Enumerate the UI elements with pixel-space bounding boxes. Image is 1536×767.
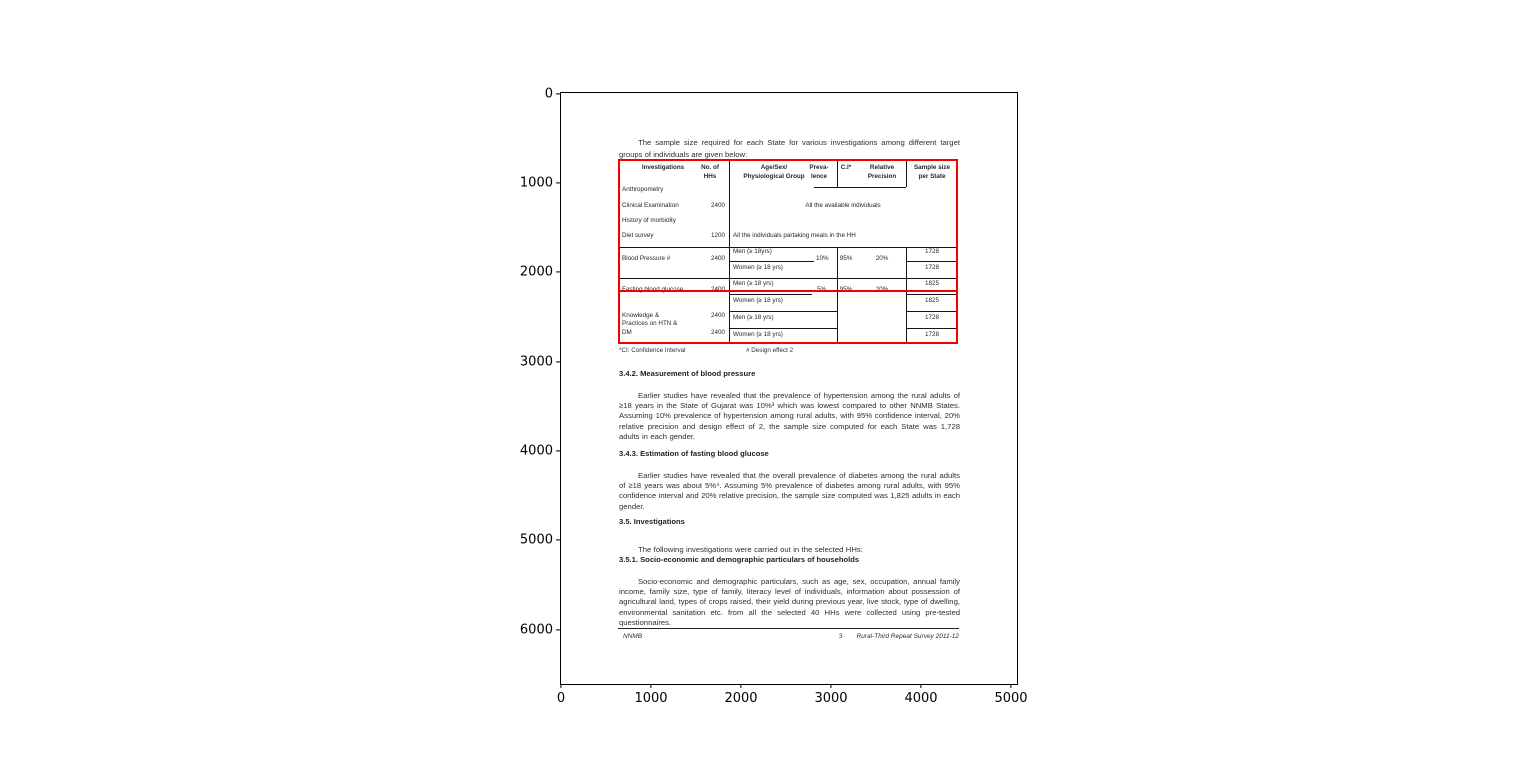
sample-value: 1825 <box>924 280 940 287</box>
prevalence-value: 10% <box>816 255 829 262</box>
row-label: History of morbidity <box>622 217 676 224</box>
ci-value: 95% <box>839 255 853 262</box>
table-annotation-box <box>618 159 958 344</box>
y-tick-label: 2000 <box>519 264 553 280</box>
col-header-group: Physiological Group <box>743 172 805 180</box>
x-tick-label: 3000 <box>814 691 848 706</box>
y-tick-label: 1000 <box>519 175 553 191</box>
y-tick-label: 6000 <box>519 622 553 638</box>
section-paragraph-342: Earlier studies have revealed that the prevalence of hypertension among the rural adults of ≥18 years in the State of Gujarat was 10%³ which was lowest compared to other NNMB States. Assuming 10% prevalence of hypertension among rural adults, with 95% confidence interval, 20% relative precision and design effect of 2, the sample size computed for each State was 1,728 adults in each gender. <box>619 390 960 441</box>
y-tick-label: 3000 <box>519 354 553 370</box>
sample-value: 1728 <box>924 314 940 321</box>
intro-paragraph: The sample size required for each State for various investigations among different target groups of individuals are given below: <box>619 137 960 159</box>
y-tick-label: 0 <box>544 86 553 102</box>
document-page <box>561 93 1017 684</box>
col-header-ci: C.I* <box>840 164 852 171</box>
sample-size-table <box>618 159 958 344</box>
x-tick-label: 4000 <box>904 691 938 706</box>
y-tick-mark <box>556 361 560 362</box>
footnote-ci: *CI: Confidence Interval <box>619 347 686 354</box>
row-label: Blood Pressure # <box>622 255 671 262</box>
footer-page-number: 3 <box>839 633 843 640</box>
y-tick-mark <box>556 271 560 272</box>
section-heading-343: 3.4.3. Estimation of fasting blood glucose <box>619 449 769 458</box>
sample-value: 1728 <box>924 263 940 271</box>
plot-axes <box>519 86 1028 706</box>
y-tick-mark <box>556 182 560 183</box>
y-tick-mark <box>556 539 560 540</box>
section-heading-351: 3.5.1. Socio-economic and demographic particulars of households <box>619 555 860 564</box>
x-tick-label: 1000 <box>634 691 668 706</box>
group-cell: Men (≥ 18 yrs) <box>733 280 774 287</box>
col-header-precision: Relative <box>869 164 895 171</box>
group-cell: Women (≥ 18 yrs) <box>733 296 783 304</box>
sample-value: 1728 <box>924 248 940 255</box>
precision-value: 20% <box>875 255 889 262</box>
section-heading-35: 3.5. Investigations <box>619 517 685 526</box>
section-paragraph-35: The following investigations were carried out in the selected HHs: <box>638 544 863 554</box>
col-header-hhs: HHs <box>703 172 717 180</box>
col-header-prevalence: lence <box>810 172 828 180</box>
col-header-sample: per State <box>918 172 946 180</box>
row-label: Anthropometry <box>622 186 664 193</box>
group-cell: Men (≥ 18yrs) <box>733 248 772 255</box>
row-label: DM <box>622 329 632 336</box>
hhs-value: 2400 <box>710 329 725 336</box>
col-header-prevalence: Preva- <box>809 164 829 171</box>
table-annotation-line <box>618 290 958 292</box>
y-tick-mark <box>556 93 560 94</box>
group-cell: Women (≥ 18 yrs) <box>733 331 783 338</box>
x-tick-label: 5000 <box>994 691 1028 706</box>
merged-cell-note: All the available individuals <box>805 202 881 209</box>
footer-left: NNMB <box>623 633 643 640</box>
col-header-investigations: Investigations <box>641 164 685 171</box>
sample-value: 1825 <box>924 296 940 304</box>
hhs-value: 1200 <box>710 232 725 239</box>
footer-right: Rural-Third Repeat Survey 2011-12 <box>856 633 959 640</box>
x-tick-mark <box>560 684 561 688</box>
y-tick-label: 5000 <box>519 532 553 548</box>
x-tick-mark <box>1010 684 1011 688</box>
row-label: Practices on HTN & <box>622 320 678 327</box>
hhs-value: 2400 <box>710 312 725 319</box>
x-tick-label: 0 <box>556 691 566 706</box>
x-tick-mark <box>650 684 651 688</box>
x-tick-mark <box>830 684 831 688</box>
merged-cell-note: All the individuals partaking meals in the HH <box>733 232 856 239</box>
sample-value: 1728 <box>924 331 940 338</box>
row-label: Clinical Examination <box>622 202 679 209</box>
section-paragraph-351: Socio-economic and demographic particulars, such as age, sex, occupation, annual family income, family size, type of family, literacy level of individuals, information about possession of agricultural land, types of crops raised, their yield during previous year, live stock, type of dwelling, environmental sanitation etc. from all the selected 40 HHs were collected using pre-tested questionnaires. <box>619 576 960 627</box>
x-tick-mark <box>920 684 921 688</box>
x-tick-label: 2000 <box>724 691 758 706</box>
y-tick-mark <box>556 629 560 630</box>
col-header-precision: Precision <box>867 172 897 180</box>
x-tick-mark <box>740 684 741 688</box>
section-heading-342: 3.4.2. Measurement of blood pressure <box>619 369 756 378</box>
section-paragraph-343: Earlier studies have revealed that the overall prevalence of diabetes among the rural adults of ≥18 years was about 5%⁴. Assuming 5% prevalence of diabetes among rural adults, with 95% confidence interval and 20% relative precision, the sample size computed was 1,825 adults in each gender. <box>619 470 960 511</box>
group-cell: Women (≥ 18 yrs) <box>733 263 783 271</box>
row-label: Diet survey <box>622 232 654 239</box>
col-header-group: Age/Sex/ <box>760 164 788 171</box>
y-tick-mark <box>556 450 560 451</box>
hhs-value: 2400 <box>710 255 725 262</box>
hhs-value: 2400 <box>710 202 725 209</box>
footnote-design-effect: # Design effect 2 <box>746 347 794 354</box>
col-header-sample: Sample size <box>913 164 951 171</box>
y-tick-label: 4000 <box>519 443 553 459</box>
col-header-hhs: No. of <box>701 164 719 171</box>
row-label: Knowledge & <box>622 312 660 319</box>
footer-rule <box>618 628 959 629</box>
group-cell: Men (≥ 18 yrs) <box>733 314 774 321</box>
